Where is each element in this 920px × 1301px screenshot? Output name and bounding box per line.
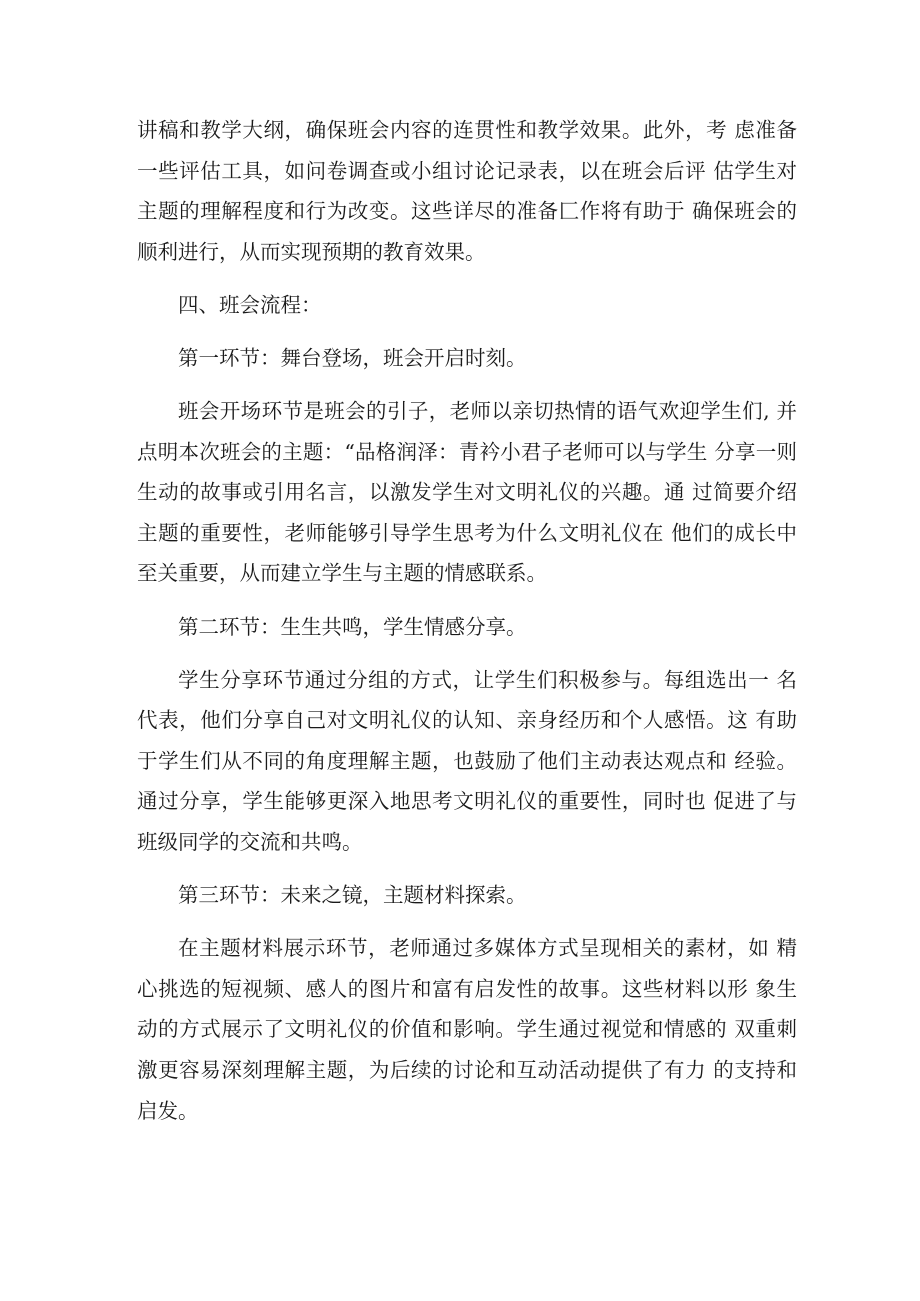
stage-two-heading: 第二环节：生生共鸣，学生情感分享。 bbox=[178, 614, 527, 639]
section-heading-class-flow: 四、班会流程： bbox=[178, 292, 322, 317]
stage-one-paragraph: 班会开场环节是班会的引子，老师以亲切热情的语气欢迎学生们, 并点明本次班会的主题：“品格润泽：青衿小君子老师可以与学生 分享一则生动的故事或引用名言，以激发学生对文明礼仪的兴趣。通 过简要介绍主题的重要性，老师能够引导学生思考为什么文明礼仪在 他们的成长中至关重要，从而建立学生与主题的情感联系。 bbox=[137, 399, 797, 586]
paragraph-preparation-continued: 讲稿和教学大纲，确保班会内容的连贯性和教学效果。此外，考 虑准备一些评估工具，如问卷调查或小组讨论记录表，以在班会后评 估学生对主题的理解程度和行为改变。这些详尽的准备匚作将有助于 确保班会的顺利进行，从而实现预期的教育效果。 bbox=[137, 118, 797, 264]
stage-three-paragraph: 在主题材料展示环节，老师通过多媒体方式呈现相关的素材，如 精心挑选的短视频、感人的图片和富有启发性的故事。这些材料以形 象生动的方式展示了文明礼仪的价值和影响。学生通过视觉和情感的 双重刺激更容易深刻理解主题，为后续的讨论和互动活动提供了有力 的支持和启发。 bbox=[137, 936, 797, 1123]
stage-two-paragraph: 学生分享环节通过分组的方式，让学生们积极参与。每组选出一 名代表，他们分享自己对文明礼仪的认知、亲身经历和个人感悟。这 有助于学生们从不同的角度理解主题，也鼓励了他们主动表达观点和 经验。通过分享，学生能够更深入地思考文明礼仪的重要性，同时也 促进了与班级同学的交流和共鸣。 bbox=[137, 667, 797, 854]
stage-one-heading: 第一环节：舞台登场，班会开启时刻。 bbox=[178, 345, 527, 370]
document-body bbox=[137, 110, 797, 1144]
stage-three-heading: 第三环节：未来之镜，主题材料探索。 bbox=[178, 883, 527, 908]
